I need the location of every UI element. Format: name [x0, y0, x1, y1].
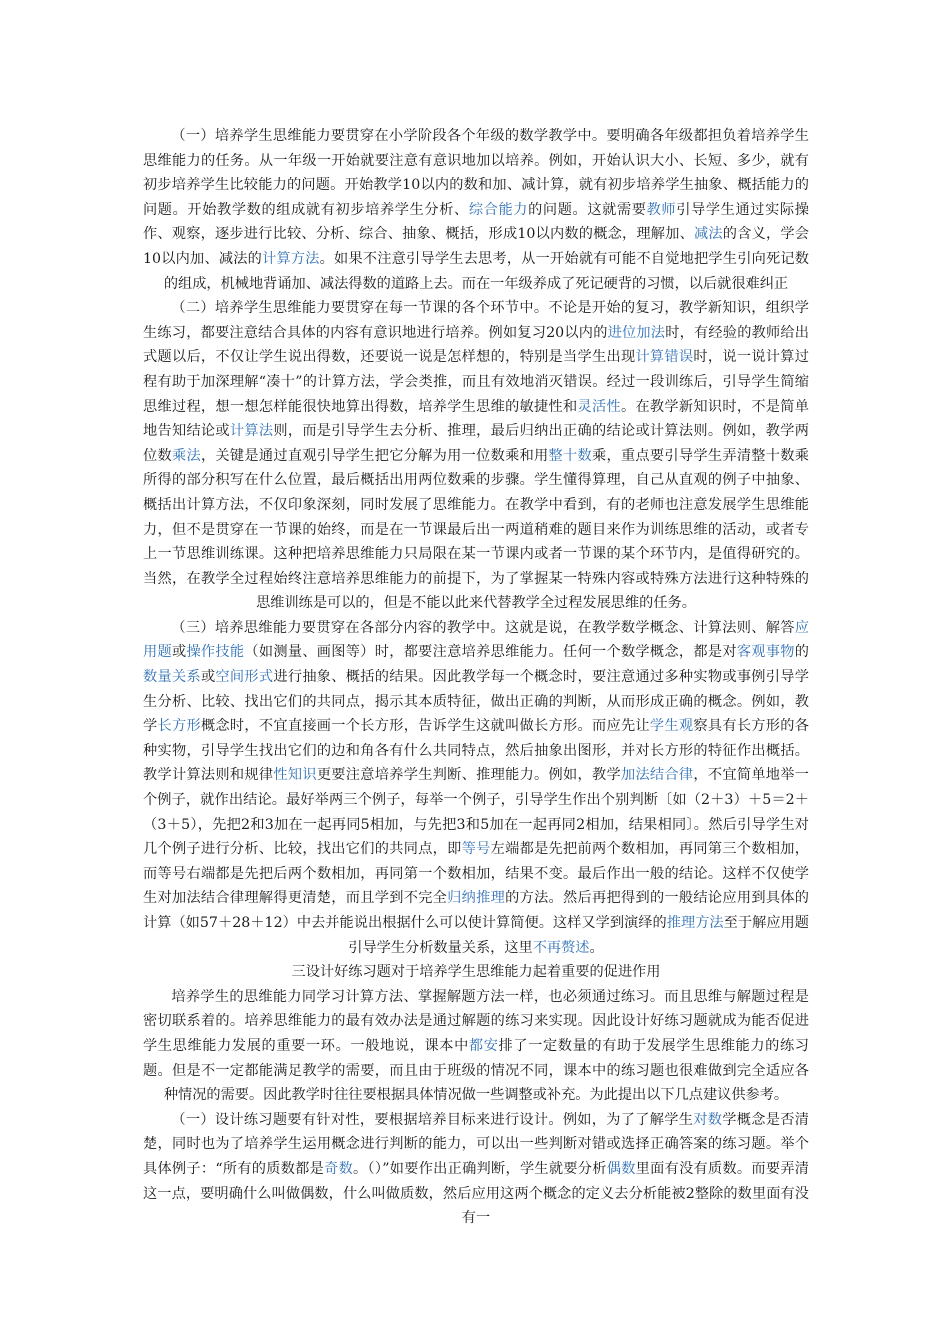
text-run: ，不宜简单地举一个例子，就作出结论。最好举两三个例子，每举一个例子，引导学生作出个别判断〔如（2＋3）＋5＝2＋（3＋5），先把2和3加在一起再同5相加，与先把3和5加在一起再同2相加，结果相同〕。然后引导学生对几个例子进行分析、比较，找出它们的共同点，即	[143, 767, 809, 858]
paragraph	[143, 616, 809, 960]
inline-link[interactable]: 偶数	[606, 1160, 636, 1177]
text-run: （一）培养学生思维能力要贯穿在小学阶段各个年级的数学教学中。要明确各年级都担负着培养学生思维能力的任务。从一年级一开始就要注意有意识地加以培养。例如，开始认识大小、长短、多少，就有初步培养学生比较能力的问题。开始教学10以内的数和加、减计算，就有初步培养学生抽象、概括能力的问题。开始教学数的组成就有初步培养学生分析、	[143, 128, 809, 218]
inline-link[interactable]: 教师	[646, 201, 677, 218]
inline-link[interactable]: 长方形	[157, 718, 201, 735]
text-run: 时，有经验的教师给出式题以后，不仅让学生说出得数，还要说一说是怎样想的，特别是当学生出现	[143, 324, 809, 366]
text-run: 或	[171, 644, 187, 661]
inline-link[interactable]: 推理方法	[666, 915, 724, 931]
text-run: 。	[589, 939, 604, 956]
text-run: 。如果不注意引导学生去思考，从一开始就有可能不自觉地把学生引向死记数的组成，机械地背诵加、减法得数的道路上去。而在一年级养成了死记硬背的习惯，以后就很难纠正	[163, 250, 809, 292]
text-run: 引导学生通过实际操作、观察，逐步进行比较、分析、综合、抽象、概括，形成10以内数的概念，理解加、	[143, 201, 809, 243]
paragraph	[143, 296, 809, 616]
document-body	[143, 124, 809, 1231]
text-run: 的	[794, 644, 809, 661]
inline-link[interactable]: 数量关系	[143, 669, 201, 686]
inline-link[interactable]: 综合能力	[468, 201, 529, 218]
text-run: 乘，重点要引导学生弄清整十数乘所得的部分积写在什么位置，最后概括出用两位数乘的步骤。学生懂得算理，自己从直观的例子中抽象、概括出计算方法，不仅印象深刻，同时发展了思维能力。在教学中看到，有的老师也注意发展学生思维能力，但不是贯穿在一节课的始终，而是在一节课最后出一两道稍难的题目来作为训练思维的活动，或者专上一节思维训练课。这种把培养思维能力只局限在某一节课内或者一节课的某个环节内，是值得研究的。当然，在教学全过程始终注意培养思维能力的前提下，为了掌握某一特殊内容或特殊方法进行这种特殊的思维训练是可以的，但是不能以此来代替教学全过程发展思维的任务。	[143, 447, 809, 612]
text-run: （如测量、画图等）时，都要注意培养思维能力。任何一个数学概念，都是对	[244, 644, 737, 661]
text-run: 三设计好练习题对于培养学生思维能力起着重要的促进作用	[291, 964, 661, 981]
text-run: （三）培养思维能力要贯穿在各部分内容的教学中。这就是说，在教学数学概念、计算法则、解答	[171, 619, 795, 636]
inline-link[interactable]: 不再赘述	[532, 939, 590, 956]
text-run: 。（）”如要作出正确判断，学生就要分析	[353, 1160, 607, 1177]
inline-link[interactable]: 学生观	[649, 718, 694, 735]
text-run: （二）培养学生思维能力要贯穿在每一节课的各个环节中。不论是开始的复习，教学新知识，组织学生练习，都要注意结合具体的内容有意识地进行培养。例如复习20以内的	[143, 300, 809, 341]
inline-link[interactable]: 减法	[694, 226, 723, 243]
inline-link[interactable]: 奇数	[324, 1160, 354, 1177]
inline-link[interactable]: 进位加法	[607, 324, 666, 341]
inline-link[interactable]: 都安	[468, 1037, 499, 1054]
text-run: 至于解应用题引导学生分析数量关系，这里	[348, 915, 809, 956]
inline-link[interactable]: 空间形式	[215, 669, 274, 686]
text-run: 左端都是先把前两个数相加，再同第三个数相加，而等号右端都是先把后两个数相加，再同第一个数相加，结果不变。最后作出一般的结论。这样不仅使学生对加法结合律理解得更清楚，而且学到不完全	[143, 841, 809, 907]
text-run: 进行抽象、概括的结果。因此教学每一个概念时，要注意通过多种实物或事例引导学生分析、比较、找出它们的共同点，揭示其本质特征，做出正确的判断，从而形成正确的概念。例如，教学	[143, 669, 809, 735]
text-run: 培养学生的思维能力同学习计算方法、掌握解题方法一样，也必须通过练习。而且思维与解题过程是密切联系着的。培养思维能力的最有效办法是通过解题的练习来实现。因此设计好练习题就成为能否促进学生思维能力发展的重要一环。一般地说，课本中	[143, 988, 809, 1054]
inline-link[interactable]: 加法结合律	[620, 767, 694, 784]
inline-link[interactable]: 归纳推理	[447, 890, 506, 907]
text-run: 。在教学新知识时，不是简单地告知结论或	[143, 398, 809, 440]
inline-link[interactable]: 客观事物	[736, 644, 795, 661]
paragraph	[143, 124, 809, 296]
text-run: 察具有长方形的各种实物，引导学生找出它们的边和角各有什么共同特点，然后抽象出图形，并对长方形的特征作出概括。教学计算法则和规律	[143, 718, 809, 784]
paragraph	[143, 985, 809, 1108]
inline-link[interactable]: 灵活性	[577, 398, 621, 415]
text-run: 更要注意培养学生判断、推理能力。例如，教学	[316, 767, 621, 784]
paragraph	[143, 1108, 809, 1231]
text-run: 或	[200, 669, 216, 686]
inline-link[interactable]: 计算方法	[262, 250, 320, 267]
inline-link[interactable]: 对数	[693, 1111, 723, 1128]
inline-link[interactable]: 性知识	[273, 767, 317, 784]
inline-link[interactable]: 应用题	[143, 619, 809, 661]
text-run: 则，而是引导学生去分析、推理，最后归纳出正确的结论或计算法则。例如，教学两位数	[143, 423, 809, 464]
text-run: 时，说一说计算过程有助于加深理解“凑十”的计算方法，学会类推，而且有效地消灭错误。经过一段训练后，引导学生简缩思维过程，想一想怎样能很快地算出得数，培养学生思维的敏捷性和	[143, 349, 809, 415]
section-heading	[143, 960, 809, 985]
text-run: 的含义，学会10以内加、减法的	[143, 226, 809, 267]
text-run: 排了一定数量的有助于发展学生思维能力的练习题。但是不一定都能满足教学的需要，而且由于班级的情况不同，课本中的练习题也很难做到完全适应各种情况的需要。因此教学时往往要根据具体情况做一些调整或补充。为此提出以下几点建议供参考。	[143, 1037, 809, 1104]
text-run: ，关键是通过直观引导学生把它分解为用一位数乘和用	[200, 447, 549, 464]
inline-link[interactable]: 计算错误	[635, 349, 694, 366]
text-run: 学概念是否清楚，同时也为了培养学生运用概念进行判断的能力，可以出一些判断对错或选择正确答案的练习题。举个具体例子：“所有的质数都是	[143, 1111, 809, 1177]
text-run: 概念时，不宜直接画一个长方形，告诉学生这就叫做长方形。而应先让	[200, 718, 650, 735]
inline-link[interactable]: 整十数	[548, 447, 592, 464]
inline-link[interactable]: 等号	[461, 841, 491, 858]
inline-link[interactable]: 计算法	[229, 423, 274, 440]
text-run: 里面有没有质数。而要弄清这一点，要明确什么叫做偶数，什么叫做质数，然后应用这两个概念的定义去分析能被2整除的数里面有没有一	[143, 1160, 809, 1227]
text-run: 的问题。这就需要	[528, 201, 647, 218]
text-run: 的方法。然后再把得到的一般结论应用到具体的计算（如57＋28＋12）中去并能说出根据什么可以使计算简便。这样又学到演绎的	[143, 890, 809, 931]
text-run: （一）设计练习题要有针对性，要根据培养目标来进行设计。例如，为了了解学生	[171, 1111, 694, 1128]
inline-link[interactable]: 乘法	[171, 447, 201, 464]
inline-link[interactable]: 操作技能	[186, 644, 245, 661]
